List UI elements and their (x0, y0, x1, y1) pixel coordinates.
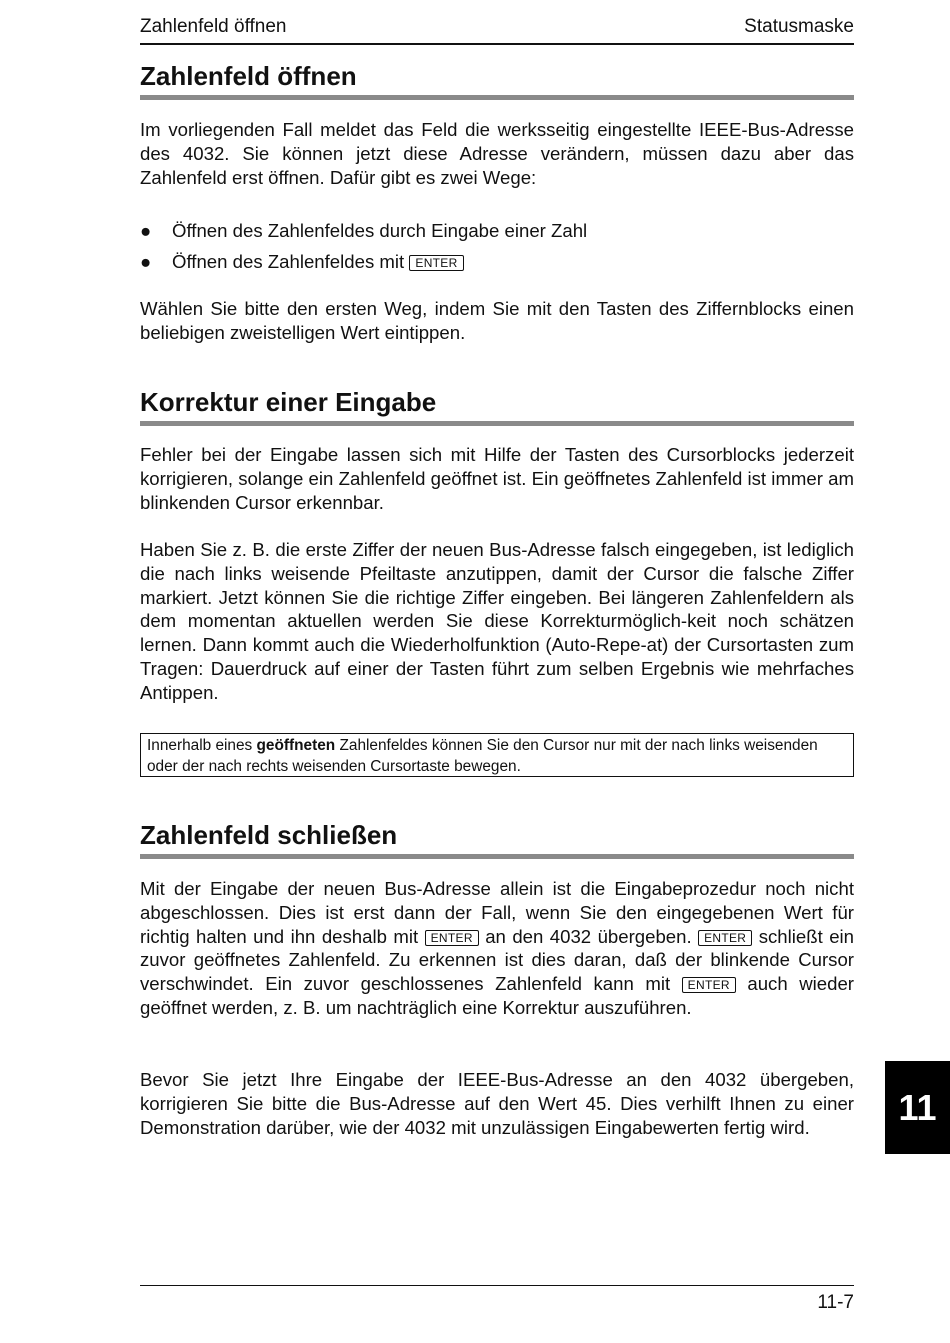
close-text: an den 4032 übergeben. (478, 925, 699, 947)
section-heading-close: Zahlenfeld schließen (140, 820, 398, 850)
close-text: auch wieder geöffnet werden, z. B. um nachträglich eine Korrektur auszuführen. (140, 973, 854, 1018)
header-left: Zahlenfeld öffnen (140, 16, 287, 37)
bullet-text: Öffnen des Zahlenfeldes durch Eingabe einer Zahl (172, 220, 588, 241)
page-number: 11-7 (817, 1292, 854, 1313)
section-rule (140, 95, 854, 100)
close-paragraph-1 (140, 877, 854, 1020)
enter-key-icon: ENTER (425, 930, 479, 946)
close-text: schließt ein zuvor geöffnetes Zahlenfeld. Zu erkennen ist dies daran, daß der blinkende Cursor verschwindet. Ein zuvor geschlossenes Zahlenfeld kann mit (140, 925, 855, 995)
footer-rule (140, 1285, 854, 1286)
bullet-text-part: Öffnen des Zahlenfeldes mit (172, 251, 405, 272)
intro-paragraph: Im vorliegenden Fall meldet das Feld die werksseitig eingestellte IEEE-Bus-Adresse des 4032. Sie können jetzt diese Adresse verändern, müssen dazu aber das Zahlenfeld erst öffnen. Dafür gibt es zwei Wege: (140, 119, 854, 188)
note-text: Zahlenfeldes können Sie den Cursor nur mit der nach links weisenden oder der nach rechts weisenden Cursortaste bewegen. (147, 737, 818, 775)
correction-paragraph-2: Haben Sie z. B. die erste Ziffer der neuen Bus-Adresse falsch eingegeben, ist lediglich die nach links weisende Pfeiltaste anzutippen, damit der Cursor die falsche Ziffer markiert. Jetzt können Sie die richtige Ziffer eingeben. Bei längeren Zahlenfeldern als dem momentan aktuellen werden Sie diese Korrekturmöglich-keit noch schätzen lernen. Dann kommt auch die Wiederholfunktion (Auto-Repe-at) der Cursortasten zum Tragen: Dauerdruck auf einer der Tasten führt zum selben Ergebnis wie mehrfaches Antippen. (140, 539, 854, 703)
enter-key-icon: ENTER (682, 977, 736, 993)
chapter-tab: 11 (885, 1061, 950, 1154)
bullet-text (172, 250, 464, 274)
section-rule (140, 421, 854, 426)
correction-paragraph-1: Fehler bei der Eingabe lassen sich mit Hilfe der Tasten des Cursorblocks jederzeit korrigieren, solange ein Zahlenfeld geöffnet ist. Ein geöffnetes Zahlenfeld ist immer am blinkenden Cursor erkennbar. (140, 444, 854, 513)
close-paragraph-2: Bevor Sie jetzt Ihre Eingabe der IEEE-Bus-Adresse an den 4032 übergeben, korrigieren Sie bitte die Bus-Adresse auf den Wert 45. Dies verhilft Ihnen zu einer Demonstration darüber, wie der 4032 mit unzulässigen Eingabewerten fertig wird. (140, 1069, 854, 1138)
note-emphasis: geöffneten (256, 737, 336, 754)
header-rule (140, 43, 854, 45)
enter-key-icon: ENTER (698, 930, 752, 946)
header-right: Statusmaske (744, 16, 854, 37)
bullet-icon: ● (140, 251, 152, 272)
note-box (140, 733, 854, 777)
section-heading-correction: Korrektur einer Eingabe (140, 387, 437, 417)
close-text: Mit der Eingabe der neuen Bus-Adresse allein ist die Eingabeprozedur noch nicht abgeschlossen. Dies ist erst dann der Fall, wenn Sie den eingegebenen Wert für richtig halten und ihn deshalb mit (140, 878, 854, 947)
bullet-icon: ● (140, 220, 152, 241)
closing-paragraph: Wählen Sie bitte den ersten Weg, indem Sie mit den Tasten des Ziffernblocks einen beliebigen zweistelligen Wert eintippen. (140, 298, 854, 343)
note-text: Innerhalb eines (147, 737, 257, 754)
section-heading-open: Zahlenfeld öffnen (140, 61, 357, 91)
enter-key-icon: ENTER (409, 255, 463, 271)
section-rule (140, 854, 854, 859)
running-header (140, 16, 854, 40)
